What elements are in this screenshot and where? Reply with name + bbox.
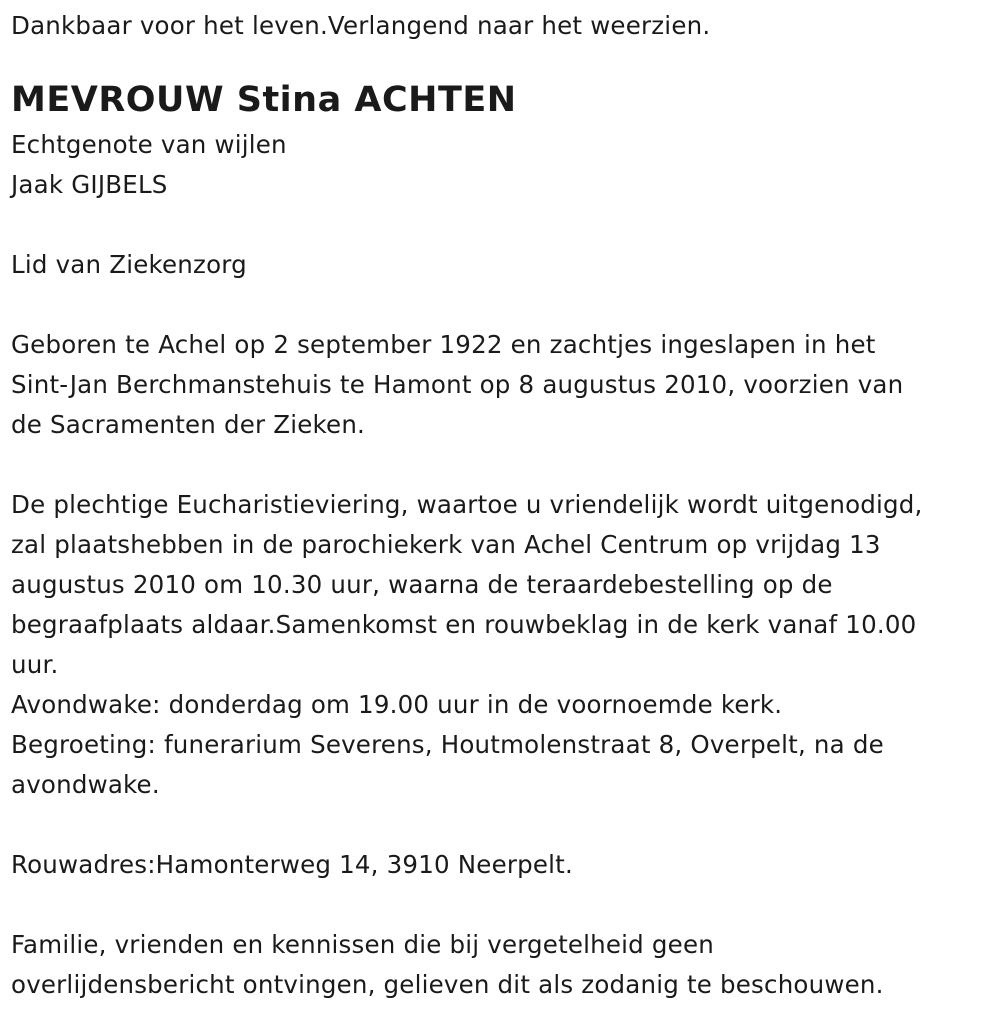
spacer [11, 885, 996, 925]
funeral-line: uur. [11, 650, 59, 679]
greeting-line: avondwake. [11, 770, 160, 799]
funeral-line: De plechtige Eucharistieviering, waartoe u vriendelijk wordt uitgenodigd, [11, 490, 923, 519]
notice-line: overlijdensbericht ontvingen, gelieven dit als zodanig te beschouwen. [11, 970, 884, 999]
funeral-line: augustus 2010 om 10.30 uur, waarna de teraardebestelling op de [11, 570, 833, 599]
notice-line: Familie, vrienden en kennissen die bij vergetelheid geen [11, 930, 714, 959]
birth-death-line: de Sacramenten der Zieken. [11, 410, 366, 439]
obituary-notice [11, 6, 996, 1005]
mourning-address: Rouwadres:Hamonterweg 14, 3910 Neerpelt. [11, 850, 573, 879]
membership: Lid van Ziekenzorg [11, 250, 247, 279]
spacer [11, 445, 996, 485]
spouse-line-2: Jaak GIJBELS [11, 170, 168, 199]
deceased-name: MEVROUW Stina ACHTEN [11, 80, 517, 120]
spouse-line-1: Echtgenote van wijlen [11, 130, 287, 159]
spacer [11, 205, 996, 245]
motto: Dankbaar voor het leven.Verlangend naar het weerzien. [11, 11, 711, 40]
birth-death-line: Sint-Jan Berchmanstehuis te Hamont op 8 augustus 2010, voorzien van [11, 370, 904, 399]
greeting-line: Begroeting: funerarium Severens, Houtmolenstraat 8, Overpelt, na de [11, 730, 884, 759]
birth-death-line: Geboren te Achel op 2 september 1922 en zachtjes ingeslapen in het [11, 330, 876, 359]
funeral-line: zal plaatshebben in de parochiekerk van Achel Centrum op vrijdag 13 [11, 530, 881, 559]
funeral-line: begraafplaats aldaar.Samenkomst en rouwbeklag in de kerk vanaf 10.00 [11, 610, 917, 639]
vigil: Avondwake: donderdag om 19.00 uur in de voornoemde kerk. [11, 690, 783, 719]
spacer [11, 805, 996, 845]
spacer [11, 285, 996, 325]
